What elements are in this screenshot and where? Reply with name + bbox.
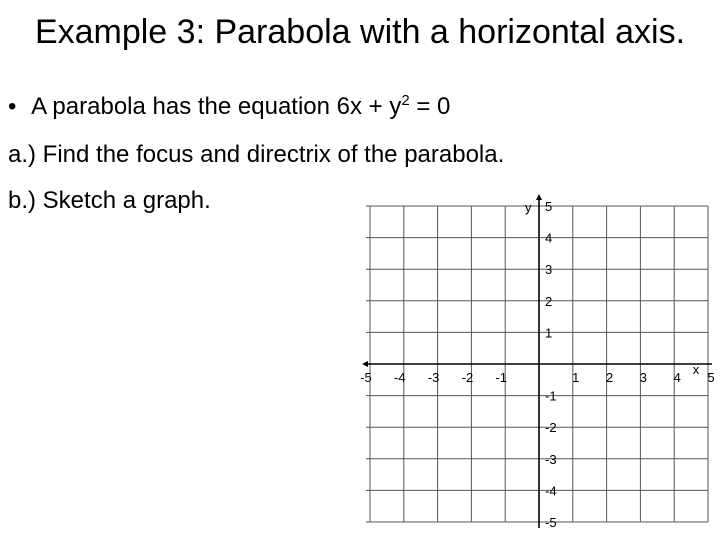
y-tick-label: -5 <box>545 515 557 530</box>
x-tick-label: 3 <box>639 370 648 385</box>
question-part-a: a.) Find the focus and directrix of the parabola. <box>8 141 505 168</box>
y-tick-label: 5 <box>545 199 553 214</box>
equation-text-end: = 0 <box>409 93 451 120</box>
y-tick-label: 2 <box>545 293 553 309</box>
x-tick-label: -2 <box>461 370 474 385</box>
y-axis-arrow-top <box>536 194 542 200</box>
x-tick-label: 2 <box>605 370 614 385</box>
equation-exponent: 2 <box>401 92 410 109</box>
x-tick-label: -5 <box>360 370 372 385</box>
x-tick-label: -4 <box>394 370 406 385</box>
x-axis-arrow-left <box>362 361 368 367</box>
equation-text-start: A parabola has the equation 6x + y <box>31 93 402 120</box>
x-tick-label: 4 <box>673 370 681 385</box>
y-tick-label: 3 <box>545 262 553 278</box>
axes <box>362 194 715 528</box>
x-tick-label: 5 <box>707 370 715 385</box>
y-tick-label: 1 <box>545 325 553 341</box>
x-tick-label: -3 <box>427 370 440 385</box>
y-tick-label: -4 <box>545 483 557 499</box>
y-axis-label: y <box>525 200 532 215</box>
y-tick-label: -2 <box>545 420 557 436</box>
x-axis-label: x <box>692 362 700 377</box>
x-tick-label: -1 <box>495 370 507 385</box>
y-tick-label: -3 <box>545 451 557 467</box>
y-tick-label: 4 <box>545 230 553 246</box>
y-tick-label: -1 <box>545 388 557 404</box>
bullet-symbol: • <box>8 93 17 120</box>
slide-title: Example 3: Parabola with a horizontal axis. <box>34 13 686 51</box>
x-tick-label: 1 <box>572 370 580 385</box>
question-part-b: b.) Sketch a graph. <box>8 187 211 214</box>
